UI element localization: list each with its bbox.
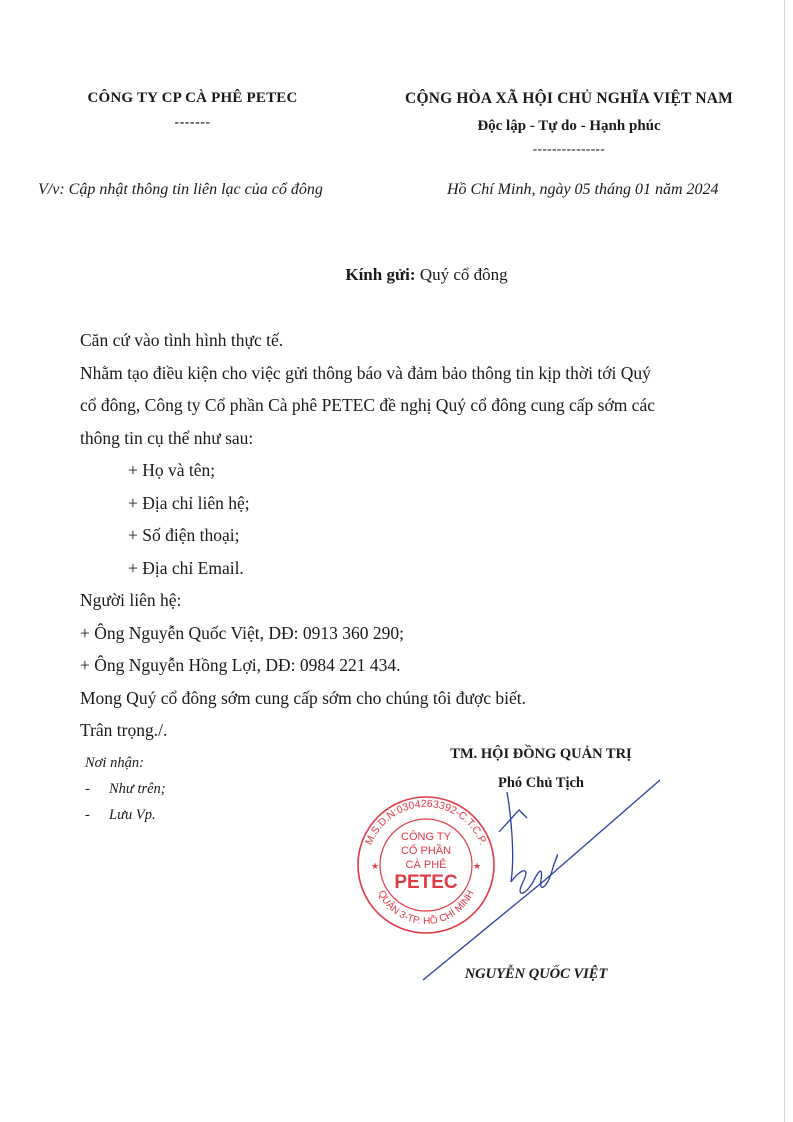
company-divider: ------- xyxy=(174,115,211,130)
bullet: - xyxy=(85,781,90,797)
body-line: Nhằm tạo điều kiện cho việc gửi thông báo và đảm bảo thông tin kịp thời tới Quý xyxy=(80,362,651,383)
salutation-recipient: Quý cổ đông xyxy=(419,265,508,284)
info-item: + Địa chỉ Email. xyxy=(128,557,244,578)
stamp-line-3: CÀ PHÊ xyxy=(405,859,447,871)
info-item: + Địa chỉ liên hệ; xyxy=(128,492,250,513)
page-edge-line xyxy=(784,0,785,1122)
info-item: + Họ và tên; xyxy=(128,460,216,480)
info-item: + Số điện thoại; xyxy=(128,525,240,545)
stamp-line-2: CỔ PHẦN xyxy=(400,845,452,857)
bullet: - xyxy=(85,807,90,823)
company-header xyxy=(60,90,325,131)
recipients-block xyxy=(85,750,166,828)
recipient-text: Như trên; xyxy=(109,781,166,797)
star-icon: ★ xyxy=(371,861,380,871)
national-motto: Độc lập - Tự do - Hạnh phúc xyxy=(477,118,661,134)
recipient-text: Lưu Vp. xyxy=(109,807,156,823)
body-line: Căn cứ vào tình hình thực tế. xyxy=(80,330,284,350)
signature-stroke-loops xyxy=(499,792,558,893)
contact-item: + Ông Nguyễn Quốc Việt, DĐ: 0913 360 290; xyxy=(80,622,404,643)
company-name: CÔNG TY CP CÀ PHÊ PETEC xyxy=(87,90,298,106)
signature-role: Phó Chủ Tịch xyxy=(498,775,584,791)
stamp-bottom-text: QUẬN 3-TP. HỒ CHÍ MINH xyxy=(375,888,477,928)
stamp-line-4: PETEC xyxy=(394,872,458,893)
closing-line: Mong Quý cổ đông sớm cung cấp sớm cho chúng tôi được biết. xyxy=(80,687,527,708)
signature-title: TM. HỘI ĐỒNG QUẢN TRỊ xyxy=(450,746,632,762)
nation-divider: --------------- xyxy=(532,141,606,156)
body-line: cổ đông, Công ty Cổ phần Cà phê PETEC đề nghị Quý cổ đông cung cấp sớm các xyxy=(80,395,655,415)
recipients-label: Nơi nhận: xyxy=(85,755,144,771)
contact-label: Người liên hệ: xyxy=(80,590,182,610)
national-header xyxy=(380,90,758,157)
stamp-ring-text: M.S.D.N:0304263392-C.T.C.P. xyxy=(362,797,490,847)
place-date: Hồ Chí Minh, ngày 05 tháng 01 năm 2024 xyxy=(447,181,719,198)
contact-item: + Ông Nguyễn Hồng Lợi, DĐ: 0984 221 434. xyxy=(80,655,401,675)
letter-body xyxy=(80,324,730,747)
salutation xyxy=(0,265,793,285)
star-icon: ★ xyxy=(473,861,482,871)
nation-title: CỘNG HÒA XÃ HỘI CHỦ NGHĨA VIỆT NAM xyxy=(405,90,733,107)
recipient-item xyxy=(85,776,166,802)
handwritten-signature xyxy=(415,770,660,985)
recipient-item xyxy=(85,802,166,828)
signatory-name: NGUYỄN QUỐC VIỆT xyxy=(464,966,608,982)
body-line: thông tin cụ thể như sau: xyxy=(80,427,254,448)
subject-line: V/v: Cập nhật thông tin liên lạc của cổ đông xyxy=(38,181,323,198)
stamp-line-1: CÔNG TY xyxy=(401,831,451,843)
closing-line: Trân trọng./. xyxy=(80,720,168,740)
salutation-label: Kính gửi: xyxy=(345,265,416,284)
